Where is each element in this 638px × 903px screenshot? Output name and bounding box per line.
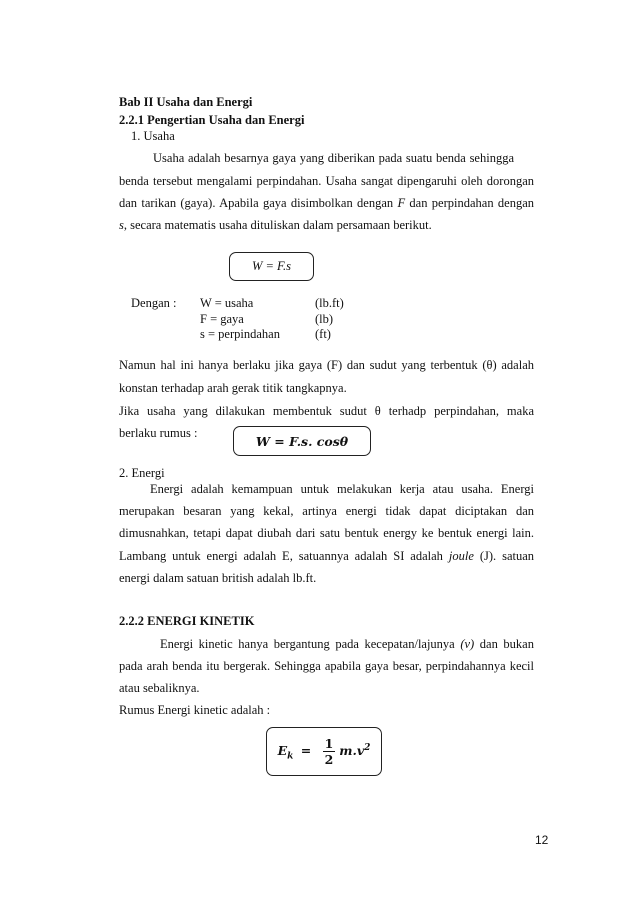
def-unit: (lb) — [315, 312, 334, 326]
equation-work-angle: W = F.s. cosθ — [255, 433, 349, 449]
kinetik-line-4: Rumus Energi kinetic adalah : — [119, 703, 271, 717]
kinetik-line-1b: dan bukan — [479, 637, 534, 651]
usaha-line-4 — [119, 217, 432, 233]
namun-line-2: konstan terhadap arah gerak titik tangkapnya. — [119, 381, 347, 395]
namun-line-4: berlaku rumus : — [119, 426, 198, 440]
dengan-label: Dengan : — [131, 296, 177, 310]
var-F: F — [397, 196, 406, 210]
eq-equals: = — [300, 743, 312, 758]
eq-lhs-sub: k — [287, 751, 294, 762]
energi-line-4 — [119, 548, 534, 564]
energi-line-1: Energi adalah kemampuan untuk melakukan kerja atau usaha. Energi — [150, 482, 534, 496]
section-heading-2-2-1: 2.2.1 Pengertian Usaha dan Energi — [119, 113, 305, 127]
def-term: W = usaha — [200, 296, 254, 310]
usaha-line-2: benda tersebut mengalami perpindahan. Usaha sangat dipengaruhi oleh dorongan — [119, 174, 534, 188]
namun-line-3: Jika usaha yang dilakukan membentuk sudut θ terhadp perpindahan, maka — [119, 404, 534, 418]
energi-line-4b: (J). satuan — [479, 549, 535, 563]
kinetik-line-1a: Energi kinetic hanya bergantung pada kecepatan/lajunya — [160, 637, 455, 651]
eq-numerator: 1 — [324, 736, 334, 751]
equation-box-kinetic — [266, 727, 382, 776]
def-unit: (ft) — [315, 327, 331, 341]
eq-fraction — [323, 736, 336, 767]
joule-term: joule — [448, 549, 474, 563]
page-number: 12 — [535, 833, 549, 847]
usaha-line-3a: dan tarikan (gaya). Apabila gaya disimbolkan dengan — [119, 196, 394, 210]
energi-line-2: merupakan besaran yang kekal, artinya energi tidak dapat diciptakan dan — [119, 504, 534, 518]
subsection-usaha: 1. Usaha — [131, 129, 175, 143]
namun-line-1: Namun hal ini hanya berlaku jika gaya (F) dan sudut yang terbentuk (θ) adalah — [119, 358, 534, 372]
energi-line-3: dimusnahkan, tetapi dapat diubah dari satu bentuk energy ke bentuk energi lain. — [119, 526, 534, 540]
equation-work: W = F.s — [251, 259, 292, 273]
usaha-line-1: Usaha adalah besarnya gaya yang diberikan pada suatu benda sehingga — [153, 151, 514, 165]
equation-box-work — [229, 252, 314, 281]
subsection-energi: 2. Energi — [119, 466, 165, 480]
var-v: (v) — [460, 637, 475, 651]
kinetik-line-3: atau sebaliknya. — [119, 681, 200, 695]
eq-lhs: E — [277, 743, 288, 758]
usaha-line-3b: dan perpindahan dengan — [409, 196, 534, 210]
eq-rhs-sup: 2 — [364, 742, 371, 753]
energi-line-5: energi dalam satuan british adalah lb.ft. — [119, 571, 317, 585]
section-heading-2-2-2: 2.2.2 ENERGI KINETIK — [119, 614, 255, 628]
chapter-heading: Bab II Usaha dan Energi — [119, 95, 253, 109]
def-term: F = gaya — [200, 312, 244, 326]
eq-denominator: 2 — [324, 752, 334, 767]
usaha-line-3 — [119, 195, 534, 211]
def-term: s = perpindahan — [200, 327, 280, 341]
equation-box-work-angle — [233, 426, 371, 456]
kinetik-line-2: pada arah benda itu bergerak. Sehingga apabila gaya besar, perpindahannya kecil — [119, 659, 534, 673]
def-unit: (lb.ft) — [315, 296, 344, 310]
var-s: s — [119, 218, 124, 232]
equation-kinetic — [278, 736, 371, 767]
energi-line-4a: Lambang untuk energi adalah E, satuannya adalah SI adalah — [119, 549, 443, 563]
eq-rhs: m.v — [339, 743, 365, 758]
kinetik-line-1 — [160, 636, 534, 652]
usaha-line-4b: , secara matematis usaha dituliskan dalam persamaan berikut. — [123, 218, 432, 232]
